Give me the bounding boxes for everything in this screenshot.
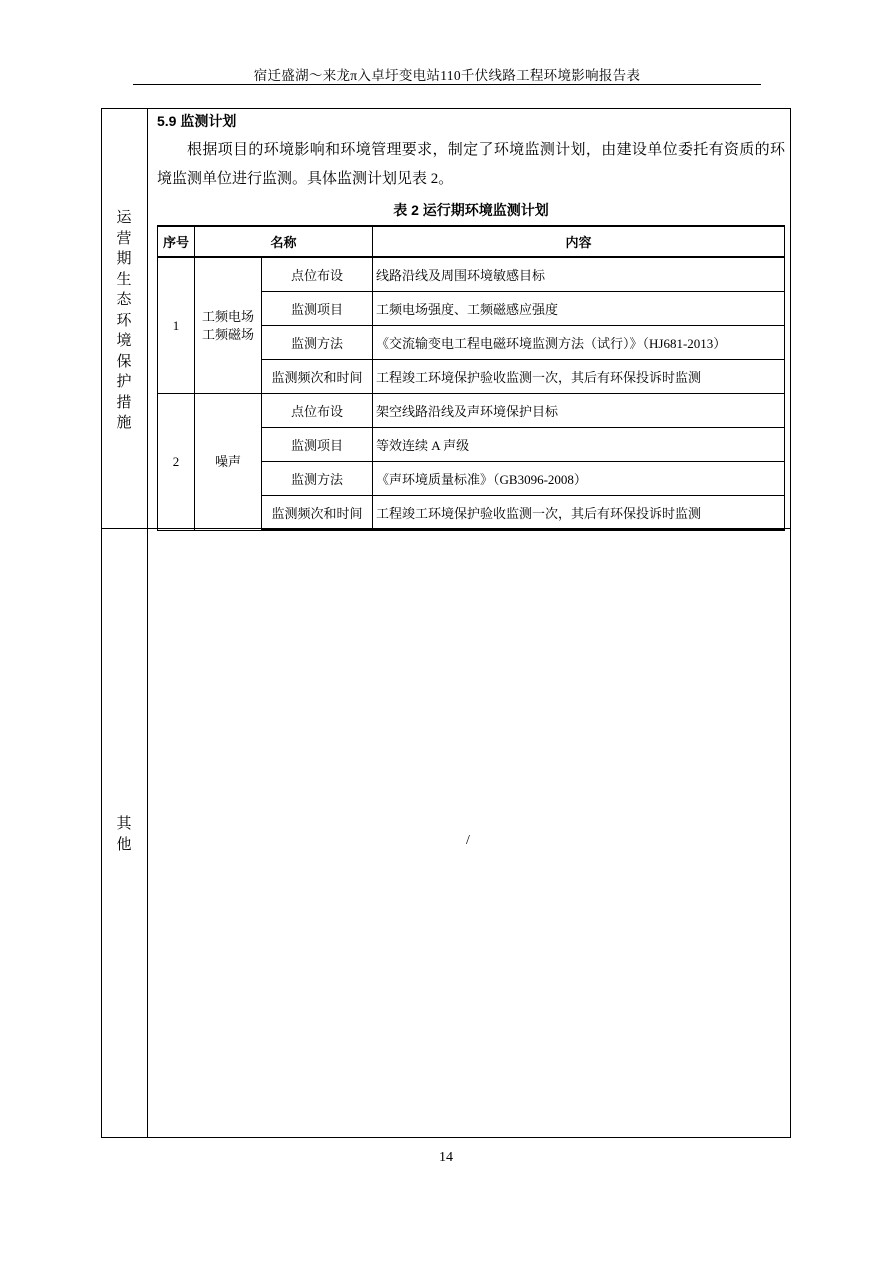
table-row (158, 394, 785, 428)
table-header-row (158, 226, 785, 257)
item-label: 点位布设 (262, 257, 373, 292)
item-content: 工程竣工环境保护验收监测一次，其后有环保投诉时监测 (373, 360, 785, 394)
table-row (158, 257, 785, 292)
item-content: 等效连续 A 声级 (373, 428, 785, 462)
header-name: 名称 (195, 226, 373, 257)
group-no: 2 (158, 394, 195, 531)
header-rule (133, 84, 761, 85)
item-label: 监测方法 (262, 462, 373, 496)
header-no: 序号 (158, 226, 195, 257)
page-header: 宿迁盛湖～来龙π入卓圩变电站110千伏线路工程环境影响报告表 (253, 68, 641, 83)
section-title: 5.9 监测计划 (157, 113, 237, 129)
item-label: 监测频次和时间 (262, 496, 373, 531)
monitoring-plan-table (157, 225, 785, 531)
item-label: 监测项目 (262, 292, 373, 326)
item-label: 点位布设 (262, 394, 373, 428)
item-content: 架空线路沿线及声环境保护目标 (373, 394, 785, 428)
other-content: / (466, 833, 470, 848)
section-paragraph: 根据项目的环境影响和环境管理要求，制定了环境监测计划，由建设单位委托有资质的环境监测单位进行监测。具体监测计划见表 2。 (157, 142, 785, 187)
header-content: 内容 (373, 226, 785, 257)
group-category: 工频电场 工频磁场 (195, 257, 262, 394)
table-caption: 表 2 运行期环境监测计划 (393, 202, 549, 218)
left-column-divider (147, 108, 148, 1138)
label-other: 其他 (116, 816, 132, 853)
item-label: 监测方法 (262, 326, 373, 360)
item-content: 《交流输变电工程电磁环境监测方法（试行）》（HJ681-2013） (373, 326, 785, 360)
group-category: 噪声 (195, 394, 262, 531)
item-content: 工频电场强度、工频磁感应强度 (373, 292, 785, 326)
group-no: 1 (158, 257, 195, 394)
item-label: 监测频次和时间 (262, 360, 373, 394)
label-operation-measures: 运营期生态环境保护措施 (116, 210, 132, 431)
page-number: 14 (439, 1150, 453, 1165)
item-content: 《声环境质量标准》（GB3096-2008） (373, 462, 785, 496)
item-label: 监测项目 (262, 428, 373, 462)
item-content: 线路沿线及周围环境敏感目标 (373, 257, 785, 292)
item-content: 工程竣工环境保护验收监测一次，其后有环保投诉时监测 (373, 496, 785, 531)
